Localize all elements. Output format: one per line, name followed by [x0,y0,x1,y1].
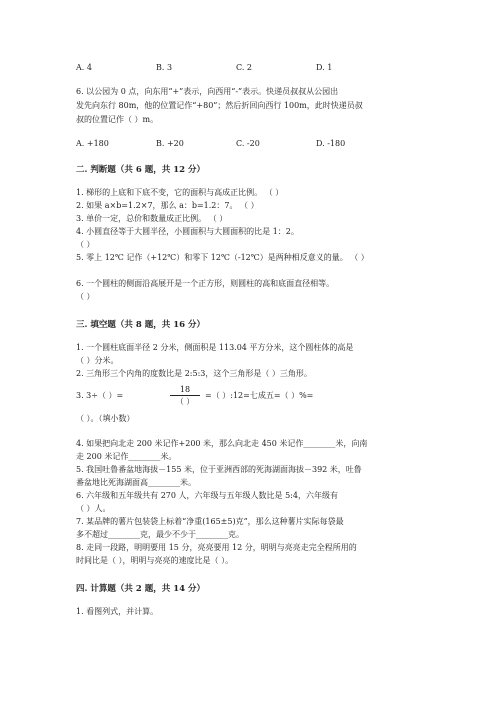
fill-line-3a: 3. 3÷（ ）= [76,391,124,400]
fill-line-7: 7. 某品牌的薯片包装袋上标着“净重(165±5)克”，那么这种薯片实际每袋最 [76,517,344,526]
q5-option-a: A. 4 [76,63,92,72]
fraction [170,385,200,406]
fill-line-4b: 走 200 米记作________米。 [76,452,177,461]
section-2-title: 二. 判断题（共 6 题，共 12 分） [76,165,205,175]
judge-line-6: 6. 一个圆柱的侧面沿高展开是一个正方形，则圆柱的高和底面直径相等。 [76,279,335,288]
fill-line-8: 8. 走同一段路，明明要用 15 分，亮亮要用 12 分，明明与亮亮走完全程所用的 [76,543,357,552]
fill-line-5: 5. 我国吐鲁番盆地海拔－155 米，位于亚洲西部的死海湖面海拔－392 米，吐鲁 [76,465,362,474]
fill-line-2: 2. 三角形三个内角的度数比是 2:5:3，这个三角形是（ ）三角形。 [76,369,312,378]
q6-line-3: 叔的位置记作（ ）m。 [76,115,159,124]
q6-line-2: 发先向东行 80m，他的位置记作“+80”；然后折回向西行 100m，此时快递员叔 [76,101,363,110]
section-3-title: 三. 填空题（共 8 题，共 16 分） [76,320,205,330]
fill-line-6b: （ ）人。 [76,504,111,513]
q5-option-d: D. 1 [316,63,333,72]
judge-line-4-answer: （ ） [76,240,95,249]
q5-option-c: C. 2 [236,63,253,72]
judge-line-4: 4. 小圆直径等于大圆半径，小圆面积与大圆面积的比是 1：2。 [76,227,299,236]
fraction-denominator: （ ） [175,397,195,406]
judge-line-2: 2. 如果 a×b=1.2×7，那么 a：b=1.2：7。 （ ） [76,201,259,210]
judge-line-6-answer: （ ） [76,292,95,301]
q6-option-a: A. +180 [76,139,109,148]
fill-line-8b: 时间比是（ ），明明与亮亮的速度比是（ ）。 [76,556,234,565]
fraction-bar [170,395,200,396]
judge-line-3: 3. 单价一定，总价和数量成正比例。 （ ） [76,214,228,223]
fill-line-1b: （ ）分米。 [76,356,119,365]
q5-option-b: B. 3 [156,63,173,72]
fraction-numerator: 18 [179,385,191,394]
section-4-title: 四. 计算题（共 2 题，共 14 分） [76,584,205,594]
judge-line-1: 1. 梯形的上底和下底不变，它的面积与高成正比例。 （ ） [76,188,284,197]
judge-line-5: 5. 零上 12℃ 记作（+12℃）和零下 12℃（-12℃）是两种相反意义的量。 （ ） [76,253,369,262]
q6-option-d: D. -180 [316,139,346,148]
fill-line-5b: 番盆地比死海湖面高________米。 [76,478,196,487]
fill-line-6: 6. 六年级和五年级共有 270 人，六年级与五年级人数比是 5:4，六年级有 [76,491,338,500]
fill-line-4: 4. 如果把向北走 200 米记作+200 米，那么向北走 450 米记作________米，向南 [76,439,368,448]
fill-line-3b: =（ ）:12=七成五=（ ）%= [205,391,314,400]
q6-option-c: C. -20 [236,139,260,148]
fill-line-1: 1. 一个圆柱底面半径 2 分米，侧面积是 113.04 平方分米，这个圆柱体的高是 [76,343,354,352]
calc-line-1: 1. 看图列式，并计算。 [76,607,159,616]
q6-option-b: B. +20 [156,139,184,148]
q6-line-1: 6. 以公园为 0 点，向东用“+”表示，向西用“-”表示。快递员叔叔从公园出 [76,87,339,96]
fill-line-7b: 多不超过________克，最少不少于________克。 [76,530,244,539]
fill-line-3c: （ ）。（填小数） [76,414,135,423]
